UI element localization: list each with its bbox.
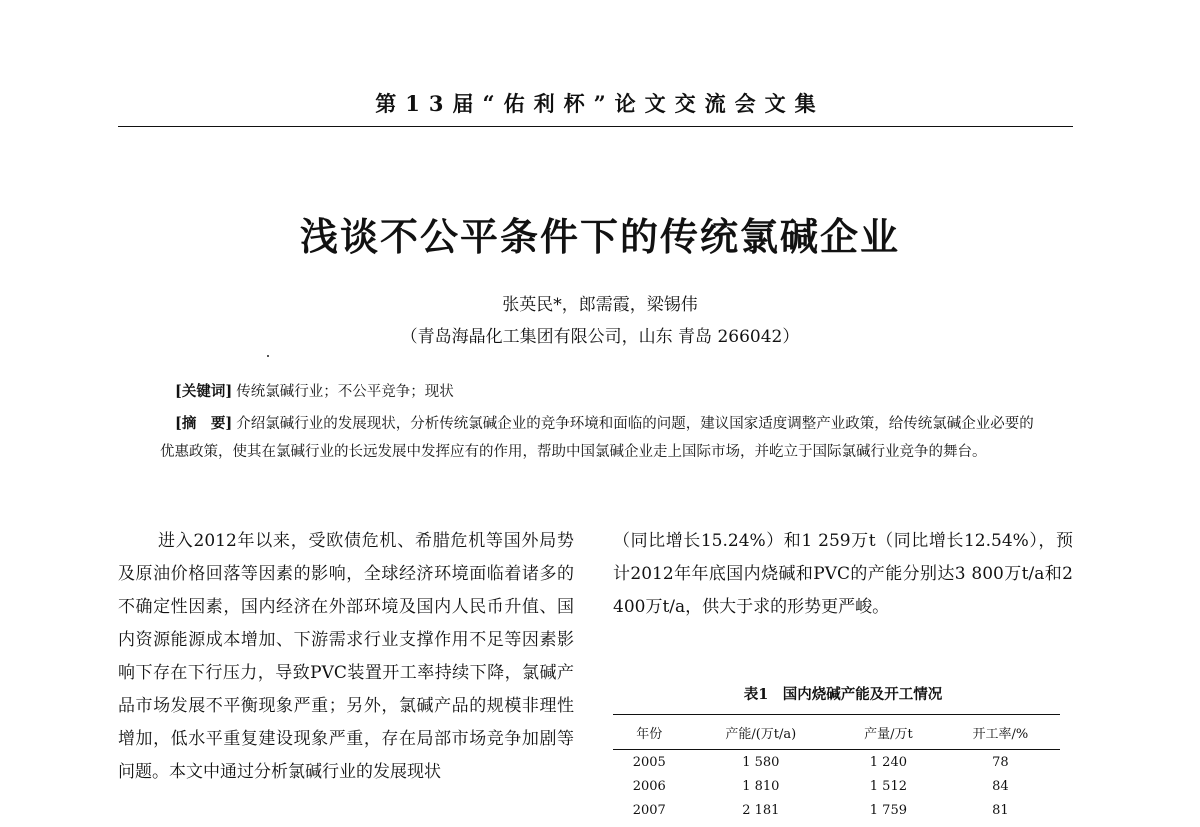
body-right-column: （同比增长15.24%）和1 259万t（同比增长12.54%），预计2012年年底国内烧碱和PVC的产能分别达3 800万t/a和2 400万t/a，供大于求的形势更严峻。 xyxy=(613,531,1073,617)
table-caption: 表1 国内烧碱产能及开工情况 xyxy=(743,686,943,703)
header-rule xyxy=(118,126,1073,127)
table-header-capacity: 产能/(万t/a) xyxy=(725,726,797,742)
authors: 张英民*，郎需霞，梁锡伟 xyxy=(502,295,698,315)
table-cell: 78 xyxy=(992,754,1009,770)
abstract-text: 介绍氯碱行业的发展现状，分析传统氯碱企业的竞争环境和面临的问题，建议国家适度调整产业政策，给传统氯碱企业必要的优惠政策，使其在氯碱行业的长远发展中发挥应有的作用，帮助中国氯碱企业走上国际市场，并屹立于国际氯碱行业竞争的舞台。 xyxy=(160,416,1034,460)
abstract-label: [摘 要] xyxy=(175,415,233,432)
keywords xyxy=(175,380,454,401)
table-cell: 84 xyxy=(992,778,1009,794)
capacity-table xyxy=(613,714,1060,822)
table-cell: 1 240 xyxy=(869,754,907,770)
table-cell: 1 759 xyxy=(869,802,907,818)
table-header-year: 年份 xyxy=(636,726,663,742)
table-row xyxy=(613,798,1060,822)
table-header-utilization: 开工率/% xyxy=(972,726,1029,742)
table-cell: 1 810 xyxy=(742,778,780,794)
table-cell: 2007 xyxy=(632,802,666,818)
body-left-column: 进入2012年以来，受欧债危机、希腊危机等国外局势及原油价格回落等因素的影响，全球经济环境面临着诸多的不确定性因素，国内经济在外部环境及国内人民币升值、国内资源能源成本增加、下游需求行业支撑作用不足等因素影响下存在下行压力，导致PVC装置开工率持续下降，氯碱产品市场发展不平衡现象严重；另外，氯碱产品的规模非理性增加，低水平重复建设现象严重，存在局部市场竞争加剧等问题。本文中通过分析氯碱行业的发展现状 xyxy=(118,531,574,782)
abstract xyxy=(160,410,1040,466)
running-header: 第13届“佑利杯”论文交流会文集 xyxy=(375,91,825,116)
table-cell: 2 181 xyxy=(742,802,780,818)
table-header-row xyxy=(613,715,1060,750)
table-row xyxy=(613,750,1060,775)
table-header-output: 产量/万t xyxy=(864,726,913,742)
table-cell: 1 512 xyxy=(869,778,907,794)
print-speck xyxy=(267,355,269,357)
affiliation: （青岛海晶化工集团有限公司，山东 青岛 266042） xyxy=(400,327,800,347)
paper-title: 浅谈不公平条件下的传统氯碱企业 xyxy=(299,215,900,259)
table-row xyxy=(613,774,1060,798)
table-cell: 81 xyxy=(992,802,1009,818)
keywords-label: [关键词] xyxy=(175,383,233,400)
table-cell: 2006 xyxy=(632,778,666,794)
table-cell: 1 580 xyxy=(742,754,780,770)
keywords-text: 传统氯碱行业；不公平竞争；现状 xyxy=(236,384,454,400)
table-cell: 2005 xyxy=(632,754,666,770)
